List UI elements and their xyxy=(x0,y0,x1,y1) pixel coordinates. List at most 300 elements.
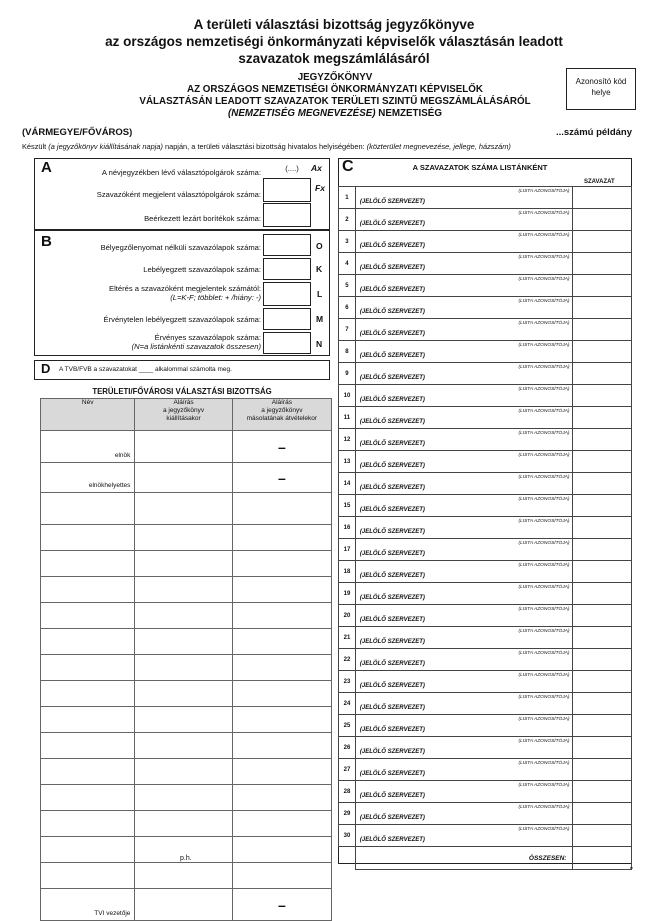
sign-copy-cell[interactable] xyxy=(232,733,331,759)
sign-issue-cell[interactable] xyxy=(135,889,232,921)
committee-row xyxy=(41,707,332,733)
sign-copy-cell[interactable] xyxy=(232,603,331,629)
committee-table xyxy=(40,398,332,921)
row-number: 12 xyxy=(339,429,356,451)
code-o: O xyxy=(316,241,323,251)
committee-row xyxy=(41,463,332,493)
difference-sub xyxy=(41,293,261,302)
code-m: M xyxy=(316,314,324,324)
col-name: Név xyxy=(41,399,135,431)
made-text-1: Készült xyxy=(22,142,49,151)
votes-input[interactable] xyxy=(573,341,632,363)
org-label: (JELÖLŐ SZERVEZET) xyxy=(359,771,425,777)
org-label: (JELÖLŐ SZERVEZET) xyxy=(359,243,425,249)
list-cell xyxy=(355,473,573,495)
footer-mark: " xyxy=(630,866,633,875)
votes-input[interactable] xyxy=(573,473,632,495)
list-cell xyxy=(355,297,573,319)
votes-input[interactable] xyxy=(573,363,632,385)
list-id-label: (LISTA AZONOSÍTÓJA) xyxy=(518,387,570,392)
unstamped-input[interactable] xyxy=(263,234,311,256)
list-cell xyxy=(355,187,573,209)
vote-row xyxy=(339,253,632,275)
vote-row xyxy=(339,385,632,407)
committee-row xyxy=(41,733,332,759)
org-label: (JELÖLŐ SZERVEZET) xyxy=(359,309,425,315)
col-sign-issue: Aláírás a jegyzőkönyv kiállításakor xyxy=(135,399,232,431)
vote-row xyxy=(339,297,632,319)
document-subtitle xyxy=(110,72,560,120)
nationality-placeholder: (NEMZETISÉG MEGNEVEZÉSE) xyxy=(228,108,376,119)
row-number: 14 xyxy=(339,473,356,495)
committee-row xyxy=(41,493,332,525)
votes-input[interactable] xyxy=(573,407,632,429)
committee-row xyxy=(41,525,332,551)
list-id-label: (LISTA AZONOSÍTÓJA) xyxy=(518,211,570,216)
list-id-label: (LISTA AZONOSÍTÓJA) xyxy=(518,541,570,546)
list-cell xyxy=(355,539,573,561)
list-id-label: (LISTA AZONOSÍTÓJA) xyxy=(518,629,570,634)
list-cell xyxy=(355,693,573,715)
copy-number: ...számú példány xyxy=(555,127,632,138)
list-id-label: (LISTA AZONOSÍTÓJA) xyxy=(518,277,570,282)
valid-label: Érvényes szavazólapok száma: xyxy=(154,333,261,342)
sign-issue-cell[interactable] xyxy=(135,493,232,525)
invalid-input[interactable] xyxy=(263,308,311,330)
list-id-label: (LISTA AZONOSÍTÓJA) xyxy=(518,651,570,656)
row-number: 16 xyxy=(339,517,356,539)
total-row xyxy=(339,847,632,870)
list-id-label: (LISTA AZONOSÍTÓJA) xyxy=(518,299,570,304)
vote-row xyxy=(339,737,632,759)
member-name-cell[interactable] xyxy=(41,629,135,655)
sign-issue-cell[interactable] xyxy=(135,463,232,493)
votes-input[interactable] xyxy=(573,517,632,539)
list-cell xyxy=(355,781,573,803)
sign-issue-cell[interactable] xyxy=(135,707,232,733)
votes-input[interactable] xyxy=(573,561,632,583)
member-name-cell[interactable] xyxy=(41,655,135,681)
list-cell xyxy=(355,495,573,517)
sign-issue-cell[interactable] xyxy=(135,577,232,603)
list-cell xyxy=(355,451,573,473)
member-name-cell[interactable] xyxy=(41,551,135,577)
list-cell xyxy=(355,737,573,759)
list-cell xyxy=(355,429,573,451)
unstamped-label: Bélyegzőlenyomat nélküli szavazólapok száma: xyxy=(100,243,261,252)
list-cell xyxy=(355,649,573,671)
dash-mark: – xyxy=(277,438,286,455)
vote-row xyxy=(339,517,632,539)
sign-copy-cell[interactable] xyxy=(232,785,331,811)
list-id-label: (LISTA AZONOSÍTÓJA) xyxy=(518,409,570,414)
sign-issue-cell[interactable] xyxy=(135,863,232,889)
section-b-letter: B xyxy=(41,233,52,250)
list-cell xyxy=(355,671,573,693)
valid-sub xyxy=(41,342,261,351)
code-l: L xyxy=(317,289,323,299)
member-name-cell[interactable] xyxy=(41,707,135,733)
sign-copy-cell[interactable] xyxy=(232,681,331,707)
org-label: (JELÖLŐ SZERVEZET) xyxy=(359,375,425,381)
org-label: (JELÖLŐ SZERVEZET) xyxy=(359,683,425,689)
list-id-label: (LISTA AZONOSÍTÓJA) xyxy=(518,343,570,348)
vote-row xyxy=(339,231,632,253)
committee-title: TERÜLETI/FŐVÁROSI VÁLASZTÁSI BIZOTTSÁG xyxy=(92,387,272,396)
title-line-3: szavazatok megszámlálásáról xyxy=(238,51,430,66)
list-id-label: (LISTA AZONOSÍTÓJA) xyxy=(518,189,570,194)
votes-input[interactable] xyxy=(573,605,632,627)
sign-issue-cell[interactable] xyxy=(135,629,232,655)
list-id-label: (LISTA AZONOSÍTÓJA) xyxy=(518,695,570,700)
member-name-cell[interactable] xyxy=(41,681,135,707)
row-number: 22 xyxy=(339,649,356,671)
sign-issue-cell[interactable] xyxy=(135,655,232,681)
list-id-label: (LISTA AZONOSÍTÓJA) xyxy=(518,475,570,480)
org-label: (JELÖLŐ SZERVEZET) xyxy=(359,617,425,623)
org-label: (JELÖLŐ SZERVEZET) xyxy=(359,815,425,821)
document-title xyxy=(0,16,668,67)
dash-mark: – xyxy=(277,469,286,486)
list-cell xyxy=(355,627,573,649)
list-id-label: (LISTA AZONOSÍTÓJA) xyxy=(518,739,570,744)
list-id-label: (LISTA AZONOSÍTÓJA) xyxy=(518,233,570,238)
member-name-cell[interactable] xyxy=(41,525,135,551)
dots-label: (....) xyxy=(285,164,299,173)
org-label: (JELÖLŐ SZERVEZET) xyxy=(359,551,425,557)
vote-row xyxy=(339,693,632,715)
sign-issue-cell[interactable] xyxy=(135,785,232,811)
row-number: 23 xyxy=(339,671,356,693)
subtitle-line-4 xyxy=(110,108,560,120)
votes-input[interactable] xyxy=(573,583,632,605)
sign-copy-cell[interactable] xyxy=(232,431,331,463)
section-d xyxy=(34,360,330,380)
total-input[interactable] xyxy=(573,847,632,870)
votes-input[interactable] xyxy=(573,781,632,803)
row-number: 30 xyxy=(339,825,356,847)
list-id-label: (LISTA AZONOSÍTÓJA) xyxy=(518,497,570,502)
dash-mark: – xyxy=(277,896,286,913)
member-name-cell[interactable] xyxy=(41,863,135,889)
row-number: 29 xyxy=(339,803,356,825)
section-a-letter: A xyxy=(41,159,52,176)
committee-row xyxy=(41,551,332,577)
votes-input[interactable] xyxy=(573,253,632,275)
made-text-2: napján, a területi választási bizottság hivatalos helyiségében: xyxy=(162,142,367,151)
title-line-2: az országos nemzetiségi önkormányzati képviselők választásán leadott xyxy=(105,34,563,49)
org-label: (JELÖLŐ SZERVEZET) xyxy=(359,595,425,601)
list-id-label: (LISTA AZONOSÍTÓJA) xyxy=(518,827,570,832)
row-number: 20 xyxy=(339,605,356,627)
member-name-cell[interactable] xyxy=(41,811,135,837)
row-number: 28 xyxy=(339,781,356,803)
member-name-cell[interactable] xyxy=(41,493,135,525)
org-label: (JELÖLŐ SZERVEZET) xyxy=(359,397,425,403)
vote-row xyxy=(339,407,632,429)
votes-input[interactable] xyxy=(573,759,632,781)
sign-issue-cell[interactable] xyxy=(135,681,232,707)
list-cell xyxy=(355,605,573,627)
sign-copy-cell[interactable] xyxy=(232,759,331,785)
org-label: (JELÖLŐ SZERVEZET) xyxy=(359,287,425,293)
row-number: 8 xyxy=(339,341,356,363)
sign-copy-cell[interactable] xyxy=(232,551,331,577)
code-k: K xyxy=(316,264,323,274)
vote-row xyxy=(339,363,632,385)
committee-row xyxy=(41,603,332,629)
id-code-box xyxy=(566,68,636,110)
sign-copy-cell[interactable] xyxy=(232,811,331,837)
member-name-cell[interactable] xyxy=(41,603,135,629)
votes-input[interactable] xyxy=(573,693,632,715)
row-number: 3 xyxy=(339,231,356,253)
subtitle-line-1: JEGYZŐKÖNYV xyxy=(297,72,373,83)
vote-row xyxy=(339,759,632,781)
vote-row xyxy=(339,451,632,473)
list-cell xyxy=(355,363,573,385)
row-number: 6 xyxy=(339,297,356,319)
list-id-label: (LISTA AZONOSÍTÓJA) xyxy=(518,563,570,568)
votes-input[interactable] xyxy=(573,319,632,341)
code-n: N xyxy=(316,339,323,349)
sign-issue-cell[interactable] xyxy=(135,759,232,785)
sign-copy-cell[interactable] xyxy=(232,837,331,863)
subtitle-line-2: AZ ORSZÁGOS NEMZETISÉGI ÖNKORMÁNYZATI KÉPVISELŐK xyxy=(187,84,483,95)
row-number: 11 xyxy=(339,407,356,429)
votes-input[interactable] xyxy=(573,737,632,759)
sign-copy-cell[interactable] xyxy=(232,707,331,733)
committee-row xyxy=(41,577,332,603)
row-number: 26 xyxy=(339,737,356,759)
sign-issue-cell[interactable] xyxy=(135,603,232,629)
member-name-cell[interactable] xyxy=(41,431,135,463)
row-number: 9 xyxy=(339,363,356,385)
votes-input[interactable] xyxy=(573,627,632,649)
row-number: 15 xyxy=(339,495,356,517)
section-b xyxy=(34,230,330,356)
vote-row xyxy=(339,825,632,847)
code-fx: Fx xyxy=(315,183,325,193)
org-label: (JELÖLŐ SZERVEZET) xyxy=(359,485,425,491)
row-number: 1 xyxy=(339,187,356,209)
list-id-label: (LISTA AZONOSÍTÓJA) xyxy=(518,607,570,612)
list-cell xyxy=(355,803,573,825)
list-cell xyxy=(355,275,573,297)
member-name-cell[interactable] xyxy=(41,759,135,785)
member-name-cell[interactable] xyxy=(41,889,135,921)
votes-input[interactable] xyxy=(573,451,632,473)
org-label: (JELÖLŐ SZERVEZET) xyxy=(359,221,425,227)
committee-row xyxy=(41,655,332,681)
total-label: ÖSSZESEN: xyxy=(355,847,573,870)
vote-row xyxy=(339,275,632,297)
org-label: (JELÖLŐ SZERVEZET) xyxy=(359,661,425,667)
sign-issue-cell[interactable] xyxy=(135,525,232,551)
valid-input[interactable] xyxy=(263,332,311,354)
org-label: (JELÖLŐ SZERVEZET) xyxy=(359,331,425,337)
vote-row xyxy=(339,715,632,737)
org-label: (JELÖLŐ SZERVEZET) xyxy=(359,199,425,205)
list-id-label: (LISTA AZONOSÍTÓJA) xyxy=(518,431,570,436)
org-label: (JELÖLŐ SZERVEZET) xyxy=(359,265,425,271)
org-label: (JELÖLŐ SZERVEZET) xyxy=(359,837,425,843)
subtitle-line-3: VÁLASZTÁSÁN LEADOTT SZAVAZATOK TERÜLETI SZINTŰ MEGSZÁMLÁLÁSÁRÓL xyxy=(139,96,531,107)
list-cell xyxy=(355,231,573,253)
row-number: 17 xyxy=(339,539,356,561)
vote-row xyxy=(339,627,632,649)
sign-issue-cell[interactable] xyxy=(135,551,232,577)
valid-formula: (N=a listánkénti szavazatok összesen) xyxy=(131,342,261,351)
votes-input[interactable] xyxy=(573,803,632,825)
committee-row xyxy=(41,785,332,811)
vote-row xyxy=(339,539,632,561)
list-cell xyxy=(355,253,573,275)
list-cell xyxy=(355,825,573,847)
committee-row xyxy=(41,681,332,707)
count-times-text: A TVB/FVB a szavazatokat ____ alkalommal számolta meg. xyxy=(59,366,232,373)
list-cell xyxy=(355,715,573,737)
sign-copy-cell[interactable] xyxy=(232,655,331,681)
member-name-cell[interactable] xyxy=(41,837,135,863)
member-role: TVI vezetője xyxy=(94,910,131,917)
votes-column-header: SZAVAZAT xyxy=(584,179,615,185)
row-number: 18 xyxy=(339,561,356,583)
org-label: (JELÖLŐ SZERVEZET) xyxy=(359,353,425,359)
vote-row xyxy=(339,495,632,517)
section-c-letter: C xyxy=(342,158,354,175)
vote-row xyxy=(339,781,632,803)
list-id-label: (LISTA AZONOSÍTÓJA) xyxy=(518,255,570,260)
list-cell xyxy=(355,759,573,781)
row-number: 7 xyxy=(339,319,356,341)
vote-row xyxy=(339,187,632,209)
list-id-label: (LISTA AZONOSÍTÓJA) xyxy=(518,783,570,788)
committee-row xyxy=(41,811,332,837)
vote-row xyxy=(339,649,632,671)
row-number: 25 xyxy=(339,715,356,737)
committee-row xyxy=(41,629,332,655)
org-label: (JELÖLŐ SZERVEZET) xyxy=(359,639,425,645)
list-id-label: (LISTA AZONOSÍTÓJA) xyxy=(518,805,570,810)
row-number: 4 xyxy=(339,253,356,275)
votes-input[interactable] xyxy=(573,825,632,847)
votes-input[interactable] xyxy=(573,715,632,737)
org-label: (JELÖLŐ SZERVEZET) xyxy=(359,507,425,513)
title-line-1: A területi választási bizottság jegyzőkönyve xyxy=(193,17,475,32)
difference-input[interactable] xyxy=(263,282,311,306)
sign-copy-cell[interactable] xyxy=(232,889,331,921)
list-id-label: (LISTA AZONOSÍTÓJA) xyxy=(518,761,570,766)
list-id-label: (LISTA AZONOSÍTÓJA) xyxy=(518,673,570,678)
votes-input[interactable] xyxy=(573,209,632,231)
sign-issue-cell[interactable] xyxy=(135,811,232,837)
list-id-label: (LISTA AZONOSÍTÓJA) xyxy=(518,717,570,722)
sign-copy-cell[interactable] xyxy=(232,493,331,525)
votes-input[interactable] xyxy=(573,539,632,561)
made-line xyxy=(22,142,511,151)
votes-input[interactable] xyxy=(573,495,632,517)
sign-copy-cell[interactable] xyxy=(232,863,331,889)
votes-input[interactable] xyxy=(573,187,632,209)
row-number: 5 xyxy=(339,275,356,297)
vote-row xyxy=(339,209,632,231)
member-name-cell[interactable] xyxy=(41,463,135,493)
code-ax: Ax xyxy=(311,163,322,173)
votes-input[interactable] xyxy=(573,297,632,319)
sign-copy-cell[interactable] xyxy=(232,463,331,493)
vote-row xyxy=(339,605,632,627)
nationality-suffix: NEMZETISÉG xyxy=(375,108,442,119)
voted-input[interactable] xyxy=(263,178,311,202)
stamped-input[interactable] xyxy=(263,258,311,280)
sign-copy-cell[interactable] xyxy=(232,525,331,551)
vote-row xyxy=(339,561,632,583)
votes-input[interactable] xyxy=(573,275,632,297)
org-label: (JELÖLŐ SZERVEZET) xyxy=(359,441,425,447)
id-code-label: Azonosító kód xyxy=(575,77,627,86)
member-role: elnök xyxy=(114,452,131,459)
list-id-label: (LISTA AZONOSÍTÓJA) xyxy=(518,453,570,458)
county-label: (VÁRMEGYE/FŐVÁROS) xyxy=(22,127,133,138)
list-cell xyxy=(355,561,573,583)
envelopes-input[interactable] xyxy=(263,203,311,227)
voted-label: Szavazóként megjelent választópolgárok száma: xyxy=(96,190,261,199)
section-d-letter: D xyxy=(41,361,51,376)
member-name-cell[interactable] xyxy=(41,577,135,603)
sign-copy-cell[interactable] xyxy=(232,629,331,655)
vote-row xyxy=(339,671,632,693)
row-number: 21 xyxy=(339,627,356,649)
sign-copy-cell[interactable] xyxy=(232,577,331,603)
votes-input[interactable] xyxy=(573,429,632,451)
row-number: 2 xyxy=(339,209,356,231)
vote-row xyxy=(339,473,632,495)
vote-row xyxy=(339,803,632,825)
row-number: 27 xyxy=(339,759,356,781)
section-c-title: A SZAVAZATOK SZÁMA LISTÁNKÉNT xyxy=(412,163,548,172)
list-cell xyxy=(355,341,573,363)
list-id-label: (LISTA AZONOSÍTÓJA) xyxy=(518,519,570,524)
list-id-label: (LISTA AZONOSÍTÓJA) xyxy=(518,365,570,370)
seal-mark: p.h. xyxy=(180,855,192,862)
member-name-cell[interactable] xyxy=(41,733,135,759)
row-number: 10 xyxy=(339,385,356,407)
sign-issue-cell[interactable] xyxy=(135,733,232,759)
member-role: elnökhelyettes xyxy=(88,482,131,489)
list-cell xyxy=(355,517,573,539)
votes-input[interactable] xyxy=(573,385,632,407)
org-label: (JELÖLŐ SZERVEZET) xyxy=(359,749,425,755)
votes-input[interactable] xyxy=(573,231,632,253)
list-cell xyxy=(355,319,573,341)
votes-input[interactable] xyxy=(573,649,632,671)
vote-row xyxy=(339,583,632,605)
votes-table xyxy=(338,186,632,870)
row-number: 24 xyxy=(339,693,356,715)
col-sign-copy: Aláírás a jegyzőkönyv másolatának átvételekor xyxy=(232,399,331,431)
envelopes-label: Beérkezett lezárt borítékok száma: xyxy=(144,214,261,223)
sign-issue-cell[interactable] xyxy=(135,431,232,463)
org-label: (JELÖLŐ SZERVEZET) xyxy=(359,705,425,711)
votes-input[interactable] xyxy=(573,671,632,693)
stamped-label: Lebélyegzett szavazólapok száma: xyxy=(143,265,261,274)
committee-row xyxy=(41,431,332,463)
org-label: (JELÖLŐ SZERVEZET) xyxy=(359,463,425,469)
difference-label: Eltérés a szavazóként megjelentek számától: xyxy=(109,284,261,293)
committee-row xyxy=(41,889,332,921)
member-name-cell[interactable] xyxy=(41,785,135,811)
